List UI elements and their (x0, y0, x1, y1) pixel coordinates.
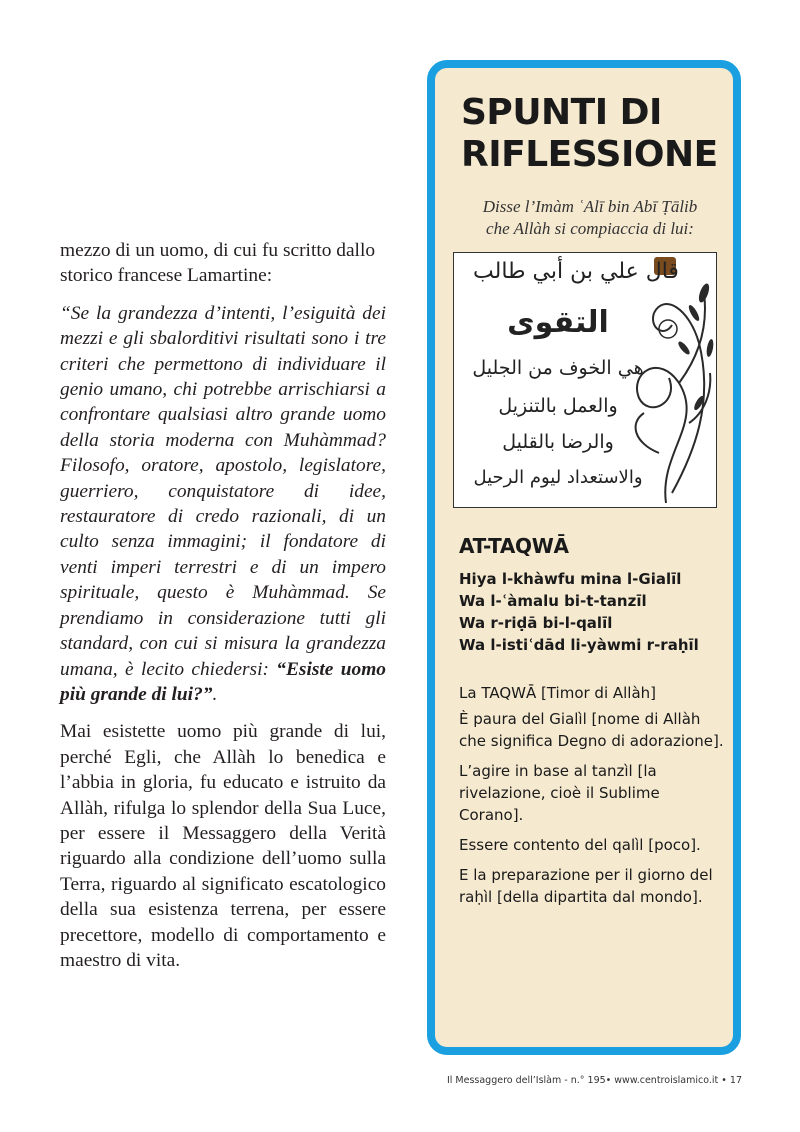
calligraphy-line: والعمل بالتنزيل (498, 395, 618, 417)
calligraphy-line: والرضا بالقليل (502, 431, 614, 453)
transliteration (459, 568, 699, 656)
lamartine-quote (60, 301, 386, 708)
translation-line: E la preparazione per il giorno del raḥìl [della dipartita dal mondo]. (459, 866, 713, 906)
translation-line: L’agire in base al tanzìl [la rivelazione, cioè il Sublime Corano]. (459, 762, 660, 824)
calligraphy-line: والاستعداد ليوم الرحيل (473, 467, 643, 488)
intro-line: Disse l’Imàm ʿAlī bin Abī Ṭālib (482, 197, 698, 216)
page-footer: Il Messaggero dell’Islàm - n.° 195• www.centroislamico.it • 17 (446, 1075, 742, 1086)
translation-line: È paura del Gialìl [nome di Allàh che significa Degno di adorazione]. (459, 710, 724, 750)
box-title-line: RIFLESSIONE (461, 134, 718, 175)
intro-line: che Allàh si compiaccia di lui: (486, 219, 694, 238)
taqwa-heading: AT-TAQWĀ (459, 534, 569, 558)
body-column (60, 238, 386, 985)
body-paragraph: mezzo di un uomo, di cui fu scritto dallo storico francese Lamartine: (60, 240, 376, 287)
calligraphy-taqwa: التقوى (507, 305, 609, 340)
translation-line: Essere contento del qalìl [poco]. (459, 836, 701, 854)
translation (459, 682, 725, 916)
box-title-line: SPUNTI DI (461, 92, 662, 133)
transliteration-line: Wa l-ʿàmalu bi-t-tanzīl (459, 592, 647, 610)
reflection-box (427, 60, 741, 1055)
calligraphy-line: هي الخوف من الجليل (472, 357, 644, 379)
box-intro (455, 196, 725, 240)
body-paragraph: Mai esistette uomo più grande di lui, perché Egli, che Allàh lo benedica e l’abbia in gloria, fu educato e istruito da Allàh, rifulga lo splendor della Sua Luce, per essere il Messaggero della Verità riguardo alla condizione dell’uomo sulla Terra, riguardo al significato escatologico della sua esistenza terrena, per essere precettore, modello di comportamento e maestro di vita. (60, 721, 386, 971)
translation-line: La TAQWĀ [Timor di Allàh] (459, 684, 657, 702)
transliteration-line: Wa r-riḍā bi-l-qalīl (459, 614, 613, 632)
box-title (461, 92, 718, 176)
calligraphy-image (453, 252, 717, 508)
quote-end: . (212, 683, 218, 705)
transliteration-line: Wa l-istiʿdād li-yàwmi r-raḥīl (459, 636, 699, 654)
quote-question: “Esiste uomo più grande di lui?” (60, 658, 386, 705)
quote-text: “Se la grandezza d’intenti, l’esiguità dei mezzi e gli sbalorditivi risultati sono i tre criteri che permettono di individuare il genio umano, chi potrebbe arrischiarsi a confrontare qualsiasi altro grande uomo della storia moderna con Muhàmmad? Filosofo, oratore, apostolo, legislatore, guerriero, conquistatore di idee, restauratore di credo razionali, di un culto senza immagini; il fondatore di venti imperi terrestri e di un impero spirituale, questo è Muhàmmad. Se prendiamo in considerazione tutti gli standard, con cui si misura la grandezza umana, è lecito chiedersi: (60, 302, 386, 680)
calligraphy-header: قال علي بن أبي طالب (473, 259, 679, 284)
transliteration-line: Hiya l-khàwfu mina l-Gialīl (459, 570, 682, 588)
